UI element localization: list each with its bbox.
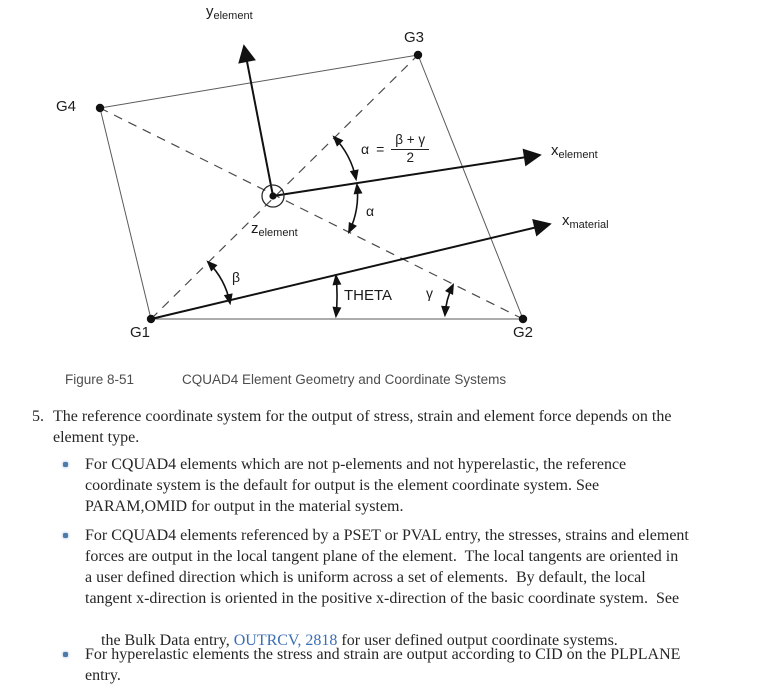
arc-alpha-upper	[334, 137, 356, 179]
bullet-icon	[63, 533, 68, 538]
arc-theta	[336, 276, 337, 316]
angle-label-alpha: α	[366, 203, 375, 219]
g2-node-dot	[519, 315, 527, 323]
bullet-item-1	[85, 454, 626, 517]
bullet-line-with-link	[85, 609, 689, 649]
x-material-axis-arrow	[151, 224, 550, 319]
vertex-label-g3: G3	[404, 29, 425, 46]
bullet-line: PARAM,OMID for output in the material system.	[85, 498, 404, 515]
alpha-equation	[361, 133, 429, 166]
g3-node-dot	[414, 51, 422, 59]
outrcv-link[interactable]: OUTRCV, 2818	[233, 632, 338, 649]
angle-label-beta: β	[232, 269, 241, 285]
bullet-line: coordinate system is the default for output is the element coordinate system. See	[85, 477, 600, 494]
arc-beta	[208, 262, 230, 303]
bullet-line: forces are output in the local tangent plane of the element. The local tangents are oriented in	[85, 548, 679, 565]
g1-node-dot	[147, 315, 155, 323]
element-outline	[100, 55, 523, 319]
z-element-axis-label: $z_{element}$	[251, 220, 298, 239]
figure-number: Figure 8-51	[65, 372, 135, 387]
y-element-axis-arrow	[244, 46, 273, 196]
x-element-axis-label: $x_{element}$	[551, 142, 598, 161]
fraction: $\frac{\beta + \gamma}{2}$	[391, 133, 429, 166]
note-line: element type.	[53, 429, 140, 446]
bullet-line: tangent x-direction is oriented in the positive x-direction of the basic coordinate system. See	[85, 590, 680, 607]
note-item-5	[32, 406, 672, 448]
y-element-axis-label: $y_{element}$	[206, 3, 253, 22]
diagonal-g1-g3	[151, 55, 418, 319]
bullet-line: For CQUAD4 elements referenced by a PSET or PVAL entry, the stresses, strains and element	[85, 527, 689, 544]
bullet-line: For hyperelastic elements the stress and strain are output according to CID on the PLPLANE	[85, 646, 681, 663]
link-line-after: for user defined output coordinate systems.	[337, 632, 618, 649]
figure-title: CQUAD4 Element Geometry and Coordinate Systems	[182, 372, 507, 387]
bullet-line: entry.	[85, 667, 121, 684]
bullet-line: a user defined direction which is uniform across a set of elements. By default, the local	[85, 569, 646, 586]
angle-label-gamma: γ	[426, 285, 433, 301]
vertex-label-g2: G2	[513, 324, 534, 341]
x-material-axis-label: $x_{material}$	[562, 212, 609, 231]
bullet-line: For CQUAD4 elements which are not p-elements and not hyperelastic, the reference	[85, 456, 627, 473]
figure-caption	[65, 372, 705, 390]
angle-label-theta: THETA	[344, 287, 393, 304]
g4-node-dot	[96, 104, 104, 112]
link-line-before: the Bulk Data entry,	[101, 632, 234, 649]
bullet-icon	[63, 652, 68, 657]
arc-alpha-lower	[349, 185, 358, 232]
bullet-icon	[63, 462, 68, 467]
center-dot	[269, 192, 276, 199]
note-line: The reference coordinate system for the output of stress, strain and element force depends on the	[53, 408, 672, 425]
bullet-item-2	[85, 525, 689, 649]
alpha-symbol: α	[361, 141, 370, 158]
bullet-item-3	[85, 644, 680, 686]
vertex-label-g4: G4	[56, 98, 77, 115]
vertex-label-g1: G1	[130, 324, 151, 341]
diagonal-g2-g4	[100, 108, 523, 319]
list-number: 5.	[32, 408, 44, 425]
equals-sign: =	[376, 141, 385, 158]
arc-gamma	[445, 285, 453, 315]
